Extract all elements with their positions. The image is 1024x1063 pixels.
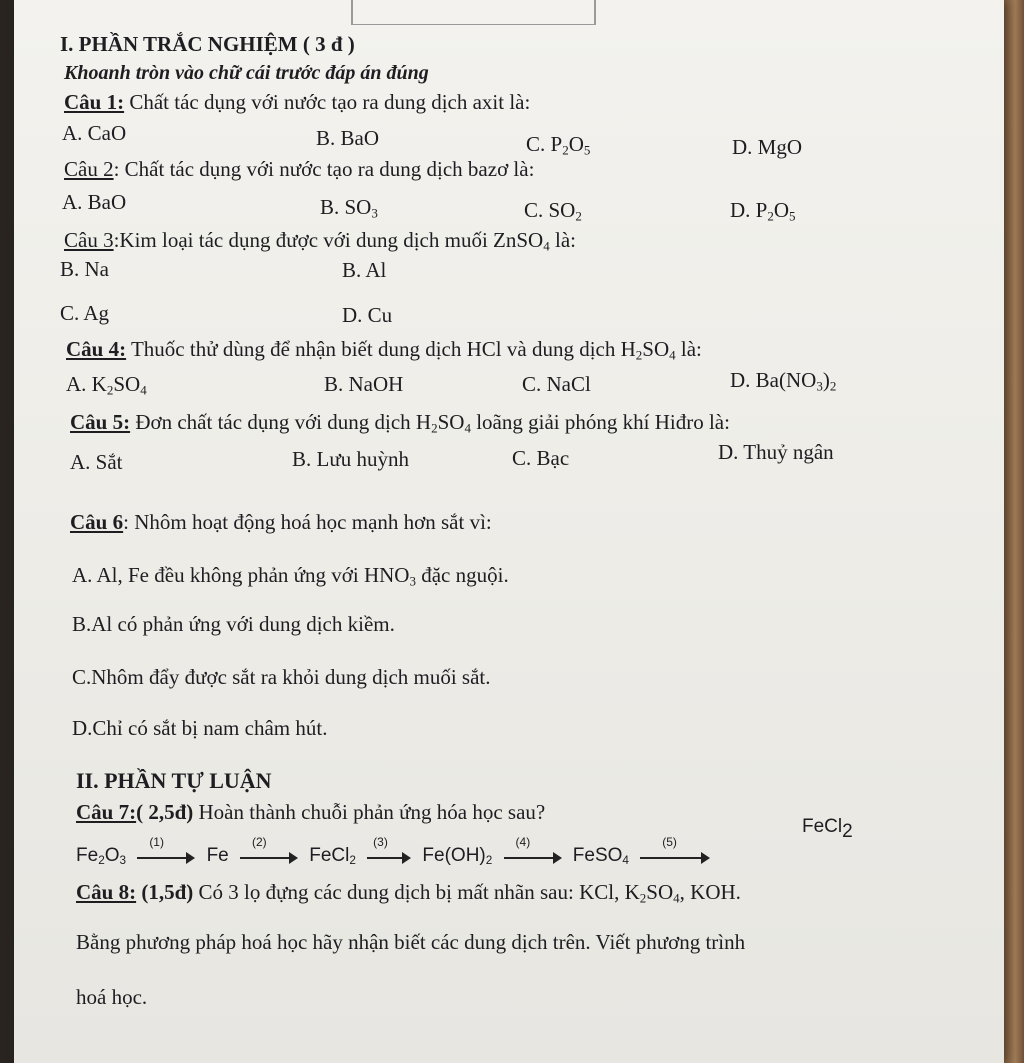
part1-title: I. PHẦN TRẮC NGHIỆM ( 3 đ ) — [60, 32, 355, 56]
question-score: (1,5đ) — [136, 880, 194, 904]
q4-option-a[interactable]: A. $K_2SO_4$ — [66, 372, 147, 398]
q1-option-b[interactable]: B. BaO — [316, 126, 379, 150]
question-text: Có 3 lọ đựng các dung dịch bị mất nhãn sau: KCl, $K_2SO_4$, KOH. — [193, 880, 741, 906]
q1-option-a[interactable]: A. CaO — [62, 121, 127, 145]
question-score: ( 2,5đ) — [136, 800, 194, 824]
q3-option-d[interactable]: D. Cu — [342, 303, 393, 327]
question-5 — [70, 410, 730, 435]
chain-end: FeCl$_2$ — [802, 816, 853, 842]
q2-option-d[interactable]: D. $P_2O_5$ — [730, 198, 796, 224]
q5-option-b[interactable]: B. Lưu huỳnh — [292, 447, 409, 471]
q2-option-c[interactable]: C. $SO_2$ — [524, 198, 582, 224]
question-label: Câu 4: — [66, 337, 127, 361]
question-label: Câu 7: — [76, 800, 137, 824]
q5-option-a[interactable]: A. Sắt — [70, 450, 123, 474]
question-label: Câu 1: — [64, 90, 125, 114]
arrow-icon: (5) — [640, 847, 710, 865]
desk-background — [1002, 0, 1024, 1063]
question-label: Câu 3 — [64, 228, 114, 252]
q5-option-c[interactable]: C. Bạc — [512, 446, 570, 470]
chain-species: FeSO$_4$ — [572, 845, 629, 867]
q3-option-b[interactable]: B. Al — [342, 258, 387, 282]
q4-option-c[interactable]: C. NaCl — [522, 372, 591, 396]
q3-option-c[interactable]: C. Ag — [60, 301, 110, 325]
q1-option-c[interactable]: C. $P_2O_5$ — [526, 132, 591, 158]
question-text: :Kim loại tác dụng được với dung dịch muối ZnSO$_4$ là: — [113, 228, 576, 254]
question-4 — [66, 337, 702, 362]
header-divider — [594, 0, 596, 24]
question-8-line2: Bằng phương pháp hoá học hãy nhận biết các dung dịch trên. Viết phương trình — [76, 930, 746, 954]
question-6 — [70, 510, 492, 535]
q2-option-a[interactable]: A. BaO — [62, 190, 127, 214]
part1-instruction: Khoanh tròn vào chữ cái trước đáp án đúng — [64, 62, 429, 84]
question-label: Câu 2 — [64, 157, 114, 181]
question-7 — [76, 800, 545, 825]
q1-option-d[interactable]: D. MgO — [732, 135, 803, 159]
q6-option-b[interactable]: B.Al có phản ứng với dung dịch kiềm. — [72, 612, 395, 636]
q6-option-a[interactable]: A. Al, Fe đều không phản ứng với $HNO_3$ đặc nguội. — [72, 563, 509, 589]
q5-option-d[interactable]: D. Thuỷ ngân — [718, 440, 834, 464]
chain-species: Fe — [206, 845, 229, 866]
question-3 — [64, 228, 576, 253]
header-divider — [351, 0, 353, 24]
question-label: Câu 5: — [70, 410, 131, 434]
question-8-line3: hoá học. — [76, 985, 148, 1009]
question-text: Thuốc thử dùng để nhận biết dung dịch HCl và dung dịch $H_2SO_4$ là: — [126, 337, 702, 363]
question-text: Hoàn thành chuỗi phản ứng hóa học sau? — [193, 800, 546, 824]
q6-option-c[interactable]: C.Nhôm đẩy được sắt ra khỏi dung dịch muối sắt. — [72, 665, 491, 689]
arrow-icon: (3) — [367, 847, 411, 865]
part2-title: II. PHẦN TỰ LUẬN — [76, 768, 272, 793]
q3-option-a[interactable]: B. Na — [60, 257, 109, 281]
question-2 — [64, 157, 534, 182]
header-border — [351, 24, 596, 25]
chain-species: $Fe_2O_3$ — [76, 845, 127, 867]
arrow-icon: (2) — [240, 847, 298, 865]
q4-option-d[interactable]: D. $Ba(NO_3)_2$ — [730, 368, 837, 394]
question-text: Đơn chất tác dụng với dung dịch $H_2SO_4$ loãng giải phóng khí Hiđro là: — [130, 410, 730, 436]
arrow-icon: (1) — [137, 847, 195, 865]
q4-option-b[interactable]: B. NaOH — [324, 372, 404, 396]
question-1 — [64, 90, 530, 115]
question-label: Câu 8: — [76, 880, 137, 904]
question-label: Câu 6 — [70, 510, 124, 534]
question-text: : Chất tác dụng với nước tạo ra dung dịch bazơ là: — [113, 157, 535, 181]
question-text: : Nhôm hoạt động hoá học mạnh hơn sắt vì: — [123, 510, 492, 534]
question-text: Chất tác dụng với nước tạo ra dung dịch axit là: — [124, 90, 531, 114]
q2-option-b[interactable]: B. $SO_3$ — [320, 195, 378, 221]
exam-paper — [14, 0, 1004, 1063]
arrow-icon: (4) — [504, 847, 562, 865]
reaction-chain — [76, 835, 716, 867]
chain-species: FeCl$_2$ — [309, 845, 356, 867]
chain-species: $Fe(OH)_2$ — [422, 845, 493, 867]
question-8 — [76, 880, 741, 905]
q6-option-d[interactable]: D.Chỉ có sắt bị nam châm hút. — [72, 716, 328, 740]
